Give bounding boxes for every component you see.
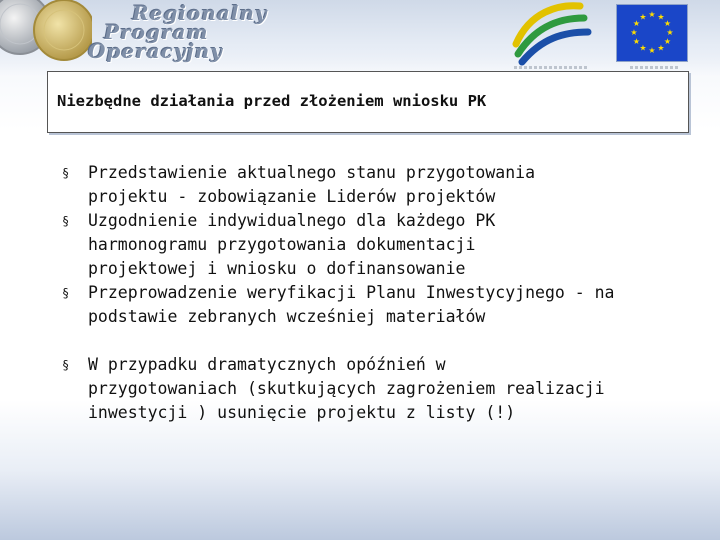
svg-text:★: ★ [666,28,674,37]
svg-text:★: ★ [632,37,641,46]
title-box [47,71,689,133]
bullet-marker-icon: § [62,214,70,228]
program-logo-line: Regionalny [132,1,268,25]
bullet-item [62,281,702,329]
bullet-list [62,161,702,425]
bullet-item [62,353,702,425]
bullet-line: W przypadku dramatycznych opóźnień w [88,355,446,374]
region-swoosh-logo-icon [508,2,598,66]
svg-text:★: ★ [663,19,672,28]
svg-text:★: ★ [639,12,647,22]
bullet-item [62,209,702,281]
bullet-marker-icon: § [62,358,70,372]
svg-text:★: ★ [657,43,665,53]
bullet-line: Przeprowadzenie weryfikacji Planu Inwestycyjnego - na [88,283,615,302]
svg-text:★: ★ [632,19,641,28]
svg-text:★: ★ [639,43,647,53]
bullet-line: Uzgodnienie indywidualnego dla każdego PK [88,211,496,230]
euro-coins-icon [0,0,92,70]
bullet-line: projektowej i wniosku o dofinansowanie [88,259,466,278]
slide-header [0,0,720,76]
eu-flag-icon [616,4,688,62]
region-logo-caption [514,66,588,69]
bullet-marker-icon: § [62,286,70,300]
svg-text:★: ★ [648,10,656,19]
svg-text:★: ★ [663,37,672,46]
eu-stars [617,5,687,61]
bullet-line: harmonogramu przygotowania dokumentacji [88,235,476,254]
bullet-line: Przedstawienie aktualnego stanu przygotowania [88,163,536,182]
program-logo-line: Program [104,20,209,44]
bullet-line: przygotowaniach (skutkujących zagrożeniem realizacji [88,379,605,398]
svg-text:★: ★ [648,46,656,55]
slide-title: Niezbędne działania przed złożeniem wniosku PK [57,92,487,110]
program-logo [88,1,268,63]
bullet-marker-icon: § [62,166,70,180]
bullet-item [62,161,702,209]
program-logo-line: Operacyjny [88,39,223,63]
bullet-line: podstawie zebranych wcześniej materiałów [88,307,486,326]
svg-text:★: ★ [630,28,638,37]
bullet-line: projektu - zobowiązanie Liderów projektów [88,187,496,206]
bullet-line: inwestycji ) usunięcie projektu z listy (!) [88,403,516,422]
svg-text:★: ★ [657,12,665,22]
eu-flag-caption [630,66,680,69]
